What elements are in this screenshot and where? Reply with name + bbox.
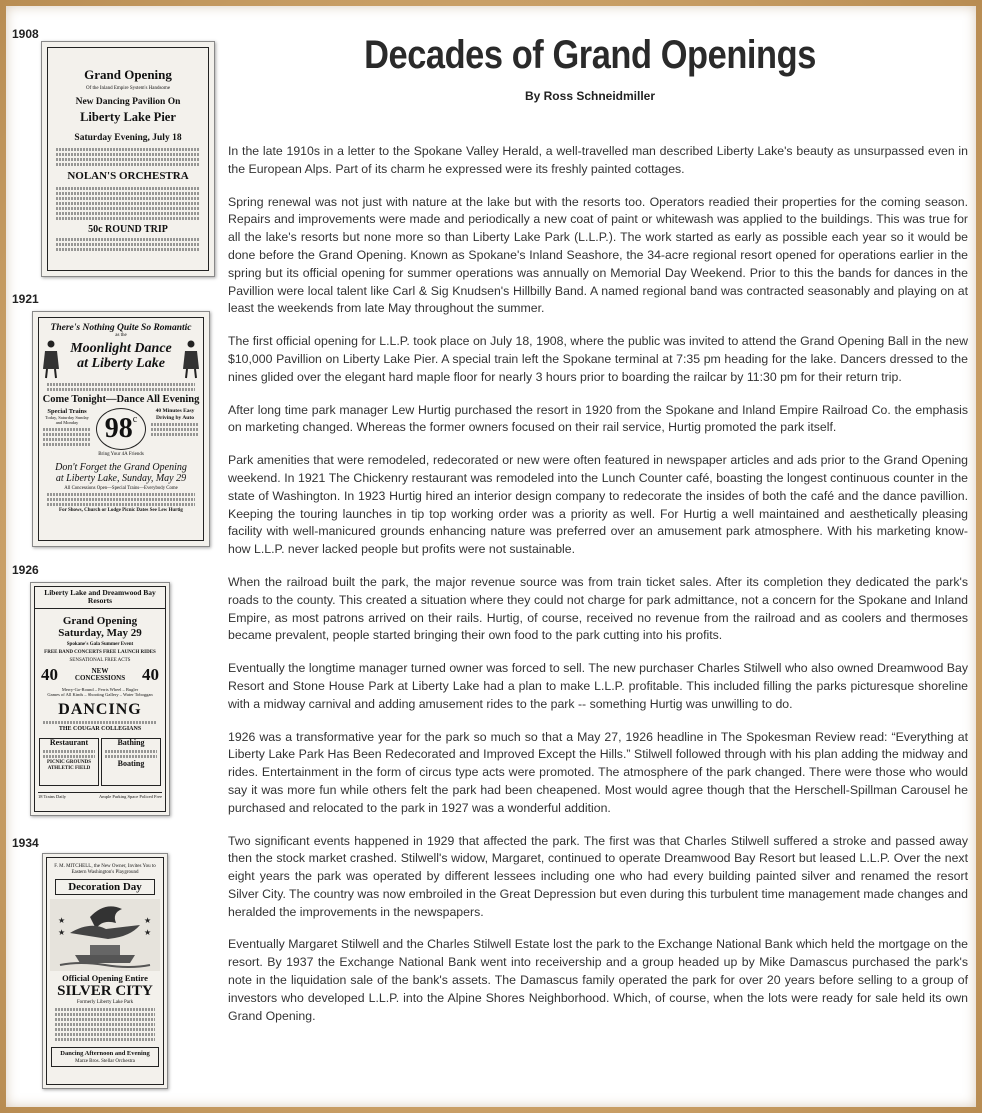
paragraph-8: 1926 was a transformative year for the park so much so that a May 27, 1926 headline in The Spokesman Review read: “Everything at Liberty Lake Park Has Been Redecorated and Improved Except the Hills.” Stilwell followed through with his plan adding the midway and rides. Entertainment in the form of circus type acts were promoted. The atmosphere of the park changed. There were those who would say it was more fun while others felt the park had been cheapened. Most would agree though that the Herschell-Spillman Carousel he purchased and relocated to the park in 1927 was a wonderful addition. xyxy=(228,729,968,815)
dancers-left-illustration xyxy=(41,339,61,379)
ad-1921-friends: Bring Your 4A Friends xyxy=(98,452,144,458)
ad-1934-formerly: Formerly Liberty Lake Park xyxy=(76,999,134,1005)
ad-1934-image xyxy=(42,853,168,1089)
ad-1921-grand1: Don't Forget the Grand Opening xyxy=(55,461,187,473)
ad-1908-heading: Grand Opening xyxy=(84,67,172,82)
year-label-1908: 1908 xyxy=(12,27,39,41)
ad-1921-grand2: at Liberty Lake, Sunday, May 29 xyxy=(55,472,187,484)
ad-1926-dancing: DANCING xyxy=(58,701,142,719)
ad-1921-trains: Special Trains xyxy=(47,408,87,416)
ad-1926-event: Spokane's Gala Summer Event xyxy=(66,641,134,647)
svg-text:★: ★ xyxy=(58,916,66,926)
svg-text:★: ★ xyxy=(144,916,152,926)
ad-1926-concerts: FREE BAND CONCERTS FREE LAUNCH RIDES xyxy=(44,650,156,656)
paragraph-1: In the late 1910s in a letter to the Spokane Valley Herald, a well-travelled man described Liberty Lake's beauty as unsurpassed even in the European Alps. Part of its charm he expressed were its freshly painted cottages. xyxy=(228,144,968,176)
ad-1908-line2: Liberty Lake Pier xyxy=(80,110,176,125)
ad-1926-bathing: Bathing xyxy=(117,738,145,748)
ad-1921-line1: Moonlight Dance xyxy=(70,340,172,356)
ad-1908-sub: Of the Inland Empire System's Handsome xyxy=(85,86,171,92)
paragraph-4: After long time park manager Lew Hurtig purchased the resort in 1920 from the Spokane and Inland Empire Railroad Co. the emphasis on marketing changed. Whereas the former owners focused on their rail service, Hurtig promoted the park itself. xyxy=(228,402,968,435)
byline: By Ross Schneidmiller xyxy=(524,89,656,103)
year-label-1921: 1921 xyxy=(12,292,39,306)
ad-1926-athletic: ATHLETIC FIELD xyxy=(47,765,91,771)
year-label-1934: 1934 xyxy=(12,836,39,850)
ad-1926-forty-right: 40 xyxy=(142,665,159,685)
ad-1926-image xyxy=(30,582,170,816)
ad-1926-band: THE COUGAR COLLEGIANS xyxy=(58,725,142,732)
paragraph-6: When the railroad built the park, the major revenue source was from train ticket sales. After its completion they dedicated the park's roads to the county. This created a situation where they could not charge for park admittance, not a concern for the Spokane and Inland Empire, as most patrons arrived on their rails. Hurtig, of course, received no revenue from the railroad and as coolers and thermoses became prevalent, people started bringing their own food to the park cutting into his profits. xyxy=(228,574,968,643)
ad-1926-picnic: PICNIC GROUNDS xyxy=(46,760,92,766)
svg-text:★: ★ xyxy=(58,928,66,938)
paragraph-2: Spring renewal was not just with nature at the lake but with the resorts too. Operators readied their properties for the coming season. Repairs and improvements were made and periodically a new coat of paint or whitewash was applied to the buildings. This was true for all the lake's resorts but none more so than Liberty Lake Park (L.L.P.). The work started as early as possible each year so it would be done before the Grand Opening. Known as Spokane's Inland Seashore, the 34-acre regional resort opened for operations earlier in the spring but its official opening for summer operations was annually on Memorial Day Weekend. Prior to this the bands for dances in the Pavillion were local talent like Carl & Sig Knudsen's Hillbilly Band. A named regional band was contracted seasonably and playing on at least the weekends from late May throughout the summer. xyxy=(228,194,968,316)
ad-1934-official: Official Opening Entire xyxy=(62,973,148,984)
ad-1926-footer-right: Ample Parking Space Policed Free xyxy=(99,794,162,800)
ad-1926-date: Saturday, May 29 xyxy=(58,626,142,639)
ad-1934-city: SILVER CITY xyxy=(57,983,153,1000)
paragraph-5: Park amenities that were remodeled, redecorated or new were often featured in newspaper articles and ads prior to the Grand Opening weekend. In 1921 The Chickenry restaurant was remodeled into the Lunch Counter café, boasting the longest continuous counter in the state of Washington. In 1923 Hurtig hired an interior design company to redecorate the insides of both the café and the dance pavillion. Keeping the touring launches in tip top working order was a priority as well. For Hurtig a well maintained and aesthetically pleasing facility with well-manicured grounds enhancing nature was preferred over an amusement park atmosphere. With his marketing know-how L.L.P. never lacked people but profits were not sustainable. xyxy=(228,453,968,557)
ad-1926-restaurant: Restaurant xyxy=(49,738,89,748)
ad-1926-rides: Merry-Go-Round – Ferris Wheel – Bugler xyxy=(61,687,139,693)
ad-1921-top: There's Nothing Quite So Romantic xyxy=(50,323,192,333)
page-title: Decades of Grand Openings xyxy=(364,33,816,77)
paragraph-7: Eventually the longtime manager turned owner was forced to sell. The new purchaser Charles Stilwell who also owned Dreamwood Bay Resort and Stone House Park at Liberty Lake had a plan to make L.L.P. profitable. This included filling the parks picturesque shoreline with a midway carnival and adding amusement rides to the park -- something Hurtig was unwilling to do. xyxy=(228,661,968,711)
ad-1921-easy: 40 Minutes Easy Driving by Auto xyxy=(155,408,195,421)
paragraph-3: The first official opening for L.L.P. took place on July 18, 1908, where the public was invited to attend the Grand Opening Ball in the new $10,000 Pavillion on Liberty Lake Pier. A special train left the Spokane terminal at 7:35 pm heading for the lake. Dancers dressed to the nines glided over the elegant hard maple floor for nearly 3 hours prior to boarding the railcar by 11:30 pm for their return trip. xyxy=(228,334,968,384)
ad-1921-price: 98 xyxy=(104,413,133,445)
ad-1926-new-concessions: NEW CONCESSIONS xyxy=(74,666,126,683)
paragraph-9: Two significant events happened in 1929 that affected the park. The first was that Charles Stilwell suffered a stroke and passed away then the stock market crashed. Stilwell's widow, Margaret, continued to operate Dreamwood Bay Resort but leased L.L.P. Over the next eight years the park was operated by different lessees including one who had every building painted silver and renamed the resort Silver City. The country was now embroiled in the Great Depression but even during this turbulent time management made changes and heralded the improvements in the newspapers. xyxy=(228,833,968,919)
ad-1921-as: as the xyxy=(115,333,127,339)
ad-1934-band: Marze Bros. Stellar Orchestra xyxy=(75,1058,135,1064)
ad-1921-line2: at Liberty Lake xyxy=(77,356,165,372)
ad-1921-cents: c xyxy=(132,414,138,426)
svg-text:★: ★ xyxy=(144,928,152,938)
ad-1926-forty-left: 40 xyxy=(41,665,58,685)
ad-1934-heading: Decoration Day xyxy=(55,879,155,895)
ad-1926-heading: Grand Opening xyxy=(62,614,138,627)
dancers-right-illustration xyxy=(181,339,201,379)
ad-1926-games: Games of All Kinds – Shooting Gallery – Water Toboggan xyxy=(47,692,153,698)
ad-1908-image xyxy=(41,41,215,277)
ad-1926-acts: SENSATIONAL FREE ACTS xyxy=(69,657,131,663)
ad-1908-line1: New Dancing Pavilion On xyxy=(75,96,181,107)
paragraph-10: Eventually Margaret Stilwell and the Charles Stilwell Estate lost the park to the Exchange National Bank which held the mortgage on the resort. By 1937 the Exchange National Bank went into receivership and a group headed up by Mike Damascus purchased the park's note in the liquidation sale of the bank's assets. The Damascus family operated the park for over 20 years before selling to a group of investors who developed L.L.P. into the Alpine Shores Neighborhood. Which, of course, when the lots were ready for sale held its own Grand Opening. xyxy=(228,937,968,1023)
ad-1926-footer-left: 18 Trains Daily xyxy=(38,794,67,800)
year-label-1926: 1926 xyxy=(12,563,39,577)
eagle-ship-illustration xyxy=(50,899,160,971)
ad-1921-footer: For Shows, Church or Lodge Picnic Dates See Lew Hurtig xyxy=(59,508,183,514)
ad-1934-dancing: Dancing Afternoon and Evening xyxy=(60,1050,150,1058)
ad-1934-top: F. M. MITCHELL, the New Owner, Invites You to Eastern Washington's Playground xyxy=(54,864,156,875)
ad-1908-date: Saturday Evening, July 18 xyxy=(74,132,182,143)
article-body xyxy=(228,143,968,1040)
ad-1926-boating: Boating xyxy=(117,759,145,769)
ad-1921-cta: Come Tonight—Dance All Evening xyxy=(42,393,200,405)
ad-1908-band: NOLAN'S ORCHESTRA xyxy=(67,170,189,183)
ad-1921-image xyxy=(32,311,210,547)
ad-1926-banner: Liberty Lake and Dreamwood Bay Resorts xyxy=(35,587,165,609)
ad-1921-concessions: All Concessions Open—Special Trains—Everybody Come xyxy=(64,485,178,491)
ad-1908-trip: 50c ROUND TRIP xyxy=(88,223,168,235)
ad-1921-trains-sub: Today, Saturday Sunday and Monday xyxy=(45,414,89,425)
